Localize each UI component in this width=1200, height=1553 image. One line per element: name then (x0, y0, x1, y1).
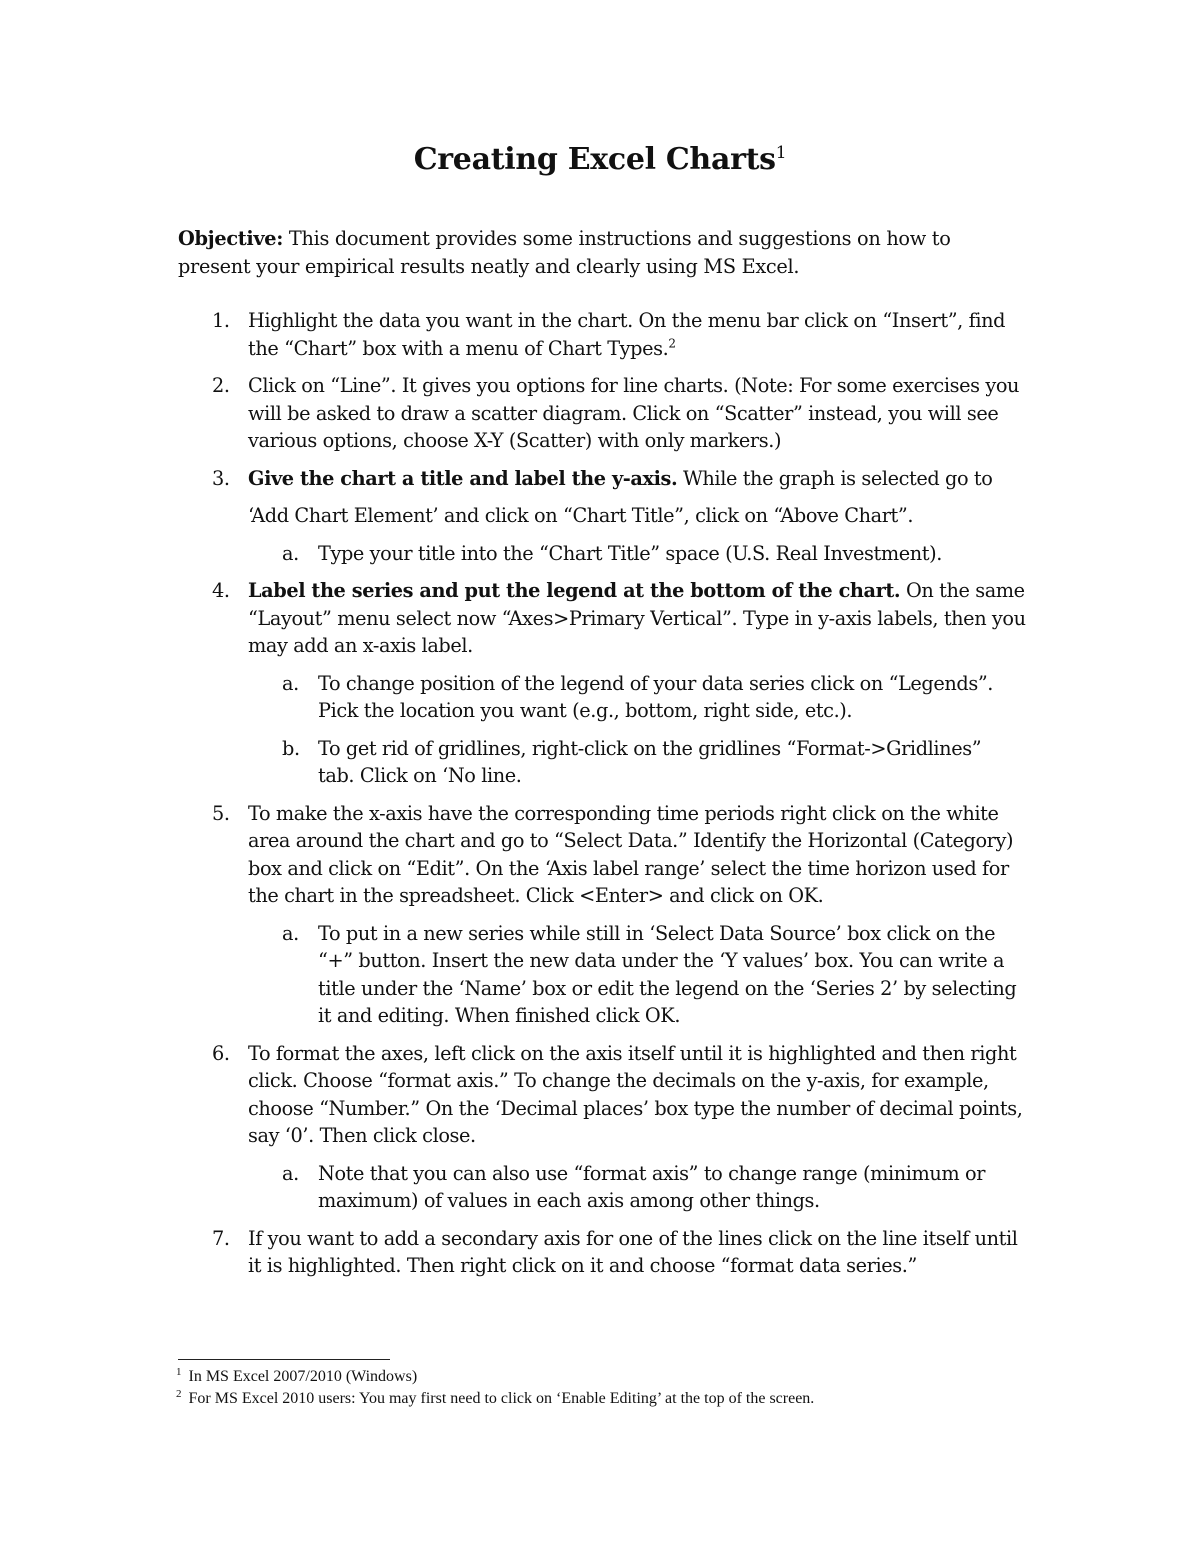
step-number: 3. (212, 466, 230, 490)
sub-list (248, 670, 1028, 790)
substep-number: b. (282, 736, 300, 760)
substep-text: To put in a new series while still in ‘Select Data Source’ box click on the “+” button. Insert the new data under the ‘Y values’ box. You can write a title under the ‘Name’ box or edit the legend on the ‘Series 2’ by selecting it and editing. When finished click OK. (318, 921, 1017, 1027)
footnote-number: 2 (176, 1387, 182, 1400)
substep-number: a. (282, 921, 299, 945)
substep-number: a. (282, 541, 299, 565)
footnote-1 (176, 1366, 1076, 1388)
sub-list (248, 540, 1028, 568)
step-3 (0, 465, 1028, 568)
step-text: Highlight the data you want in the chart. On the menu bar click on “Insert”, find the “Chart” box with a menu of Chart Types. (248, 309, 1006, 360)
step-2 (0, 372, 1028, 455)
instruction-list (0, 307, 1200, 1290)
footnotes (176, 1366, 1076, 1410)
sub-list (248, 920, 1028, 1030)
step-number: 5. (212, 801, 230, 825)
objective-text: This document provides some instructions and suggestions on how to present your empirical results neatly and clearly using MS Excel. (178, 227, 951, 278)
substep-6a (248, 1160, 1018, 1215)
step-text: If you want to add a secondary axis for one of the lines click on the line itself until it is highlighted. Then right click on it and choose “format data series.” (248, 1226, 1018, 1277)
title-text: Creating Excel Charts (413, 142, 776, 177)
footnote-divider (178, 1359, 390, 1360)
step-4 (0, 577, 1028, 790)
substep-4a (248, 670, 1018, 725)
step-number: 6. (212, 1041, 230, 1065)
step-number: 7. (212, 1226, 230, 1250)
substep-text: Type your title into the “Chart Title” space (U.S. Real Investment). (318, 541, 942, 565)
step-text: While the graph is selected go to (677, 466, 993, 490)
step-text: Click on “Line”. It gives you options for line charts. (Note: For some exercises you will be asked to draw a scatter diagram. Click on “Scatter” instead, you will see various options, choose X-Y (Scatter) with only markers.) (248, 374, 1020, 452)
objective-label: Objective: (178, 227, 284, 250)
step-5 (0, 800, 1028, 1030)
footnote-2 (176, 1388, 1076, 1410)
step-text: To make the x-axis have the corresponding time periods right click on the white area around the chart and go to “Select Data.” Identify the Horizontal (Category) box and click on “Edit”. On the ‘Axis label range’ select the time horizon used for the chart in the spreadsheet. Click <Enter> and click on OK. (248, 801, 1014, 907)
objective-paragraph (178, 225, 1028, 281)
step-text: To format the axes, left click on the axis itself until it is highlighted and then right click. Choose “format axis.” To change the decimals on the y-axis, for example, choose “Number.” On the ‘Decimal places’ box type the number of decimal points, say ‘0’. Then click close. (248, 1041, 1023, 1147)
page-title (0, 142, 1200, 177)
footnote-number: 1 (176, 1365, 182, 1378)
step-7 (0, 1225, 1028, 1280)
step-bold-text: Give the chart a title and label the y-axis. (248, 466, 678, 490)
step-number: 1. (212, 309, 230, 332)
step-text: On the same “Layout” menu select now “Axes>Primary Vertical”. Type in y-axis labels, then you may add an x-axis label. (248, 579, 1026, 657)
footnote-text: In MS Excel 2007/2010 (Windows) (184, 1368, 418, 1385)
step-number: 4. (212, 579, 230, 602)
substep-3a (248, 540, 1018, 568)
step-number: 2. (212, 374, 230, 397)
substep-text: To get rid of gridlines, right-click on the gridlines “Format->Gridlines” tab. Click on ‘No line. (318, 736, 982, 787)
substep-text: Note that you can also use “format axis” to change range (minimum or maximum) of values in each axis among other things. (318, 1161, 986, 1212)
substep-number: a. (282, 671, 299, 695)
substep-5a (248, 920, 1018, 1030)
step-1 (0, 307, 1028, 362)
substep-4b (248, 735, 1018, 790)
step-bold-text: Label the series and put the legend at the bottom of the chart. (248, 579, 901, 602)
sub-list (248, 1160, 1028, 1215)
footnote-ref: 2 (668, 336, 676, 351)
substep-number: a. (282, 1161, 299, 1185)
step-6 (0, 1040, 1028, 1215)
substep-text: To change position of the legend of your data series click on “Legends”. Pick the location you want (e.g., bottom, right side, etc.). (318, 671, 994, 722)
title-footnote-ref: 1 (775, 143, 787, 163)
step-text-continued: ‘Add Chart Element’ and click on “Chart Title”, click on “Above Chart”. (248, 504, 914, 527)
footnote-text: For MS Excel 2010 users: You may first need to click on ‘Enable Editing’ at the top of the screen. (184, 1390, 815, 1407)
